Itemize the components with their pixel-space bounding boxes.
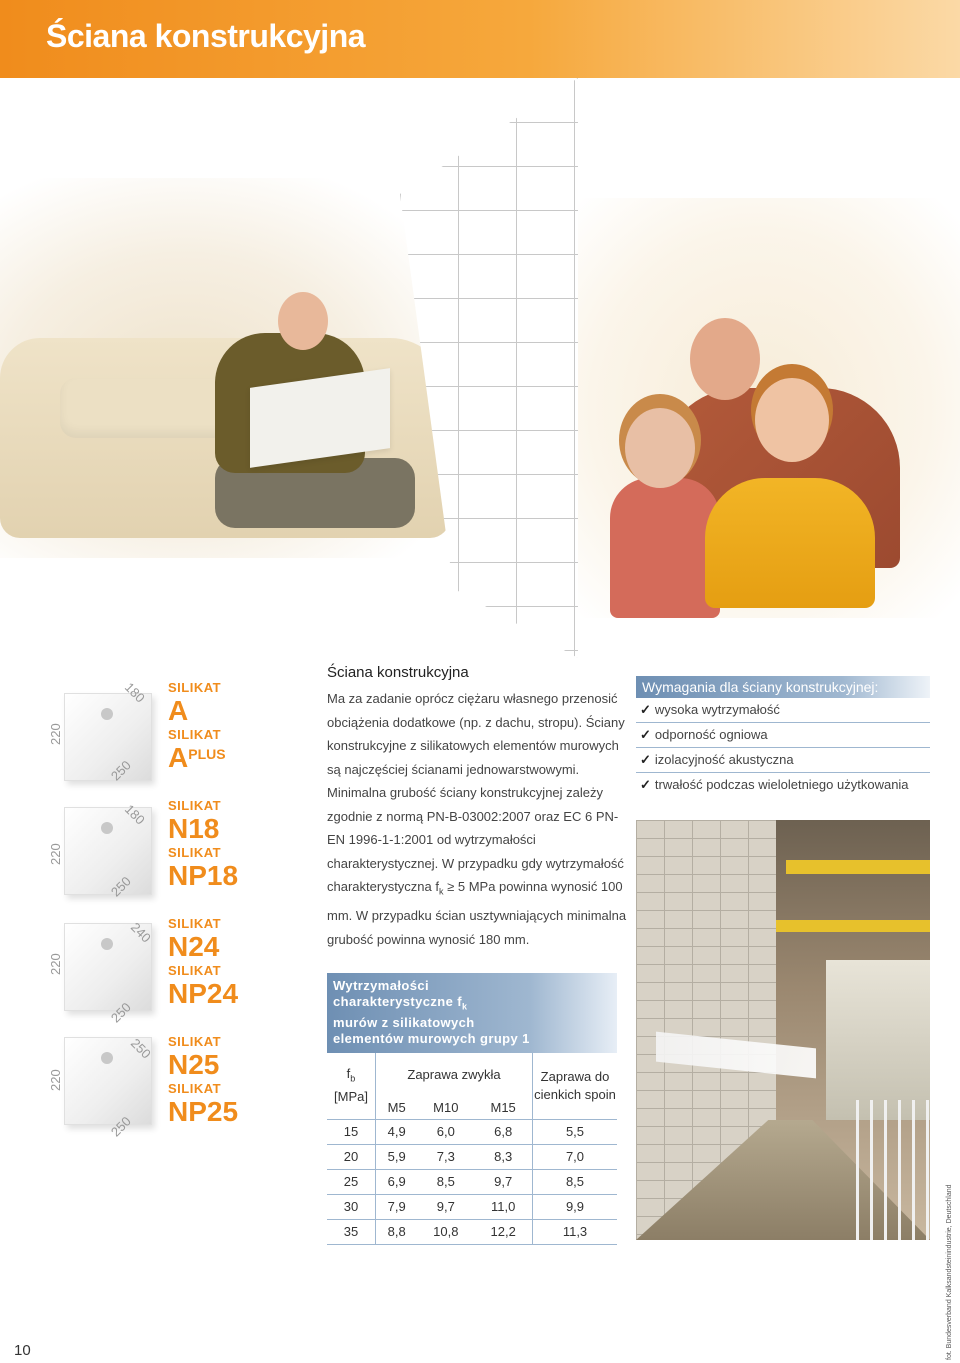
brand-label: SILIKAT <box>168 798 222 813</box>
check-icon: ✓ <box>640 727 651 742</box>
product-name: $A^{PLUS}$ <box>168 742 226 773</box>
block-hole <box>101 822 113 834</box>
list-item: ✓ odporność ogniowa <box>636 723 930 748</box>
dim-label: 250 <box>107 873 134 900</box>
dim-label: 220 <box>48 1069 63 1091</box>
section-heading: Ściana konstrukcyjna <box>327 664 469 681</box>
brand-label: SILIKAT <box>168 680 222 695</box>
brand-label: SILIKAT <box>168 845 222 860</box>
block-hole <box>101 708 113 720</box>
block-label-group-n18 <box>168 798 298 916</box>
girl <box>610 478 720 618</box>
page-header <box>0 0 960 78</box>
block-a <box>64 693 152 781</box>
dim-label: 180 <box>121 679 148 706</box>
boy-head <box>755 378 829 462</box>
requirements-box <box>636 676 930 797</box>
page-title: Ściana konstrukcyjna <box>46 18 366 54</box>
hero-photo <box>0 78 960 658</box>
silicate-wall-illustration <box>400 78 578 658</box>
header-m10: M10 <box>433 1100 459 1116</box>
table-row: 25 6,9 8,5 9,7 8,5 <box>327 1169 617 1194</box>
table-row: 15 4,9 6,0 6,8 5,5 <box>327 1119 617 1144</box>
girl-head <box>625 408 695 488</box>
product-name: N18 <box>168 813 220 844</box>
data-table <box>327 1053 617 1245</box>
dim-label: 220 <box>48 953 63 975</box>
product-name: NP25 <box>168 1096 239 1127</box>
brand-label: SILIKAT <box>168 916 222 931</box>
requirements-title: Wymagania dla ściany konstrukcyjnej: <box>636 676 930 698</box>
table-row: 20 5,9 7,3 8,3 7,0 <box>327 1144 617 1169</box>
dim-label: 250 <box>107 757 134 784</box>
block-label-group-n24 <box>168 916 298 1034</box>
table-row: 30 7,9 9,7 11,0 9,9 <box>327 1194 617 1219</box>
product-name: NP18 <box>168 860 239 891</box>
content-column <box>327 664 627 951</box>
brand-label: SILIKAT <box>168 1034 222 1049</box>
corridor-window <box>826 960 930 1120</box>
product-name: NP24 <box>168 978 239 1009</box>
dim-label: 220 <box>48 843 63 865</box>
list-item: ✓ trwałość podczas wieloletniego użytkowania <box>640 777 909 792</box>
railing <box>856 1100 930 1240</box>
dim-label: 250 <box>107 999 134 1026</box>
requirements-list <box>636 698 930 797</box>
photo-credit: fot. Bundesverband Kalksandsteinindustrie, Deutschland <box>946 1184 953 1360</box>
product-name: N24 <box>168 931 220 962</box>
product-name: A <box>168 695 189 726</box>
check-icon: ✓ <box>640 752 651 767</box>
sofa-cushion <box>60 378 240 438</box>
man-head <box>278 292 328 350</box>
product-name: N25 <box>168 1049 220 1080</box>
header-zaprawa-cienkie: Zaprawa do cienkich spoin <box>533 1053 618 1120</box>
header-zaprawa-zwykla: Zaprawa zwykła <box>407 1067 501 1083</box>
boy <box>705 478 875 608</box>
block-hole <box>101 938 113 950</box>
check-icon: ✓ <box>640 702 651 717</box>
header-m15: M15 <box>490 1100 516 1116</box>
corridor-photo <box>636 820 930 1240</box>
block-label-group-n25 <box>168 1034 298 1152</box>
yellow-beam <box>776 920 930 932</box>
page-number: 10 <box>14 1342 31 1359</box>
block-label-group-a <box>168 680 298 798</box>
table-title: Wytrzymałości charakterystyczne $f_k$ murów z silikatowych elementów murowych grupy 1 <box>327 973 617 1053</box>
dim-label: 250 <box>127 1035 154 1062</box>
brand-label: SILIKAT <box>168 727 222 742</box>
block-labels <box>168 680 298 1152</box>
brand-label: SILIKAT <box>168 1081 222 1096</box>
section-body: Ma za zadanie oprócz ciężaru własnego przenosić obciążenia dodatkowe (np. z dachu, stropu). Ściany konstrukcyjne z silikatowych elementów murowych są najczęściej ścianami jednowarstwowymi. Minimalna grubość ściany konstrukcyjnej zależy zgodnie z normą PN-B-03002:2007 oraz EC 6 PN-EN 1996-1-1:2001 od wytrzymałości charakterystycznej. W przypadku gdy wytrzymałość charakterystyczna $f_k \ge 5$ MPa powinna wynosić 100 mm. W przypadku ścian usztywniających minimalna grubość powinna wynosić 180 mm. <box>327 691 627 947</box>
list-item: ✓ izolacyjność akustyczna <box>636 748 930 773</box>
yellow-beam <box>786 860 930 874</box>
brand-label: SILIKAT <box>168 963 222 978</box>
father-head <box>690 318 760 400</box>
list-item: ✓ wysoka wytrzymałość <box>636 698 930 723</box>
header-m5: M5 <box>387 1100 406 1116</box>
strength-table <box>327 973 617 1245</box>
check-icon: ✓ <box>640 777 651 792</box>
dim-label: 240 <box>127 919 154 946</box>
dim-label: 220 <box>48 723 63 745</box>
block-hole <box>101 1052 113 1064</box>
dim-label: 180 <box>121 801 148 828</box>
header-fb: $f_b$ [MPa] <box>327 1053 376 1120</box>
dim-label: 250 <box>107 1113 134 1140</box>
table-row: 35 8,8 10,8 12,2 11,3 <box>327 1219 617 1244</box>
